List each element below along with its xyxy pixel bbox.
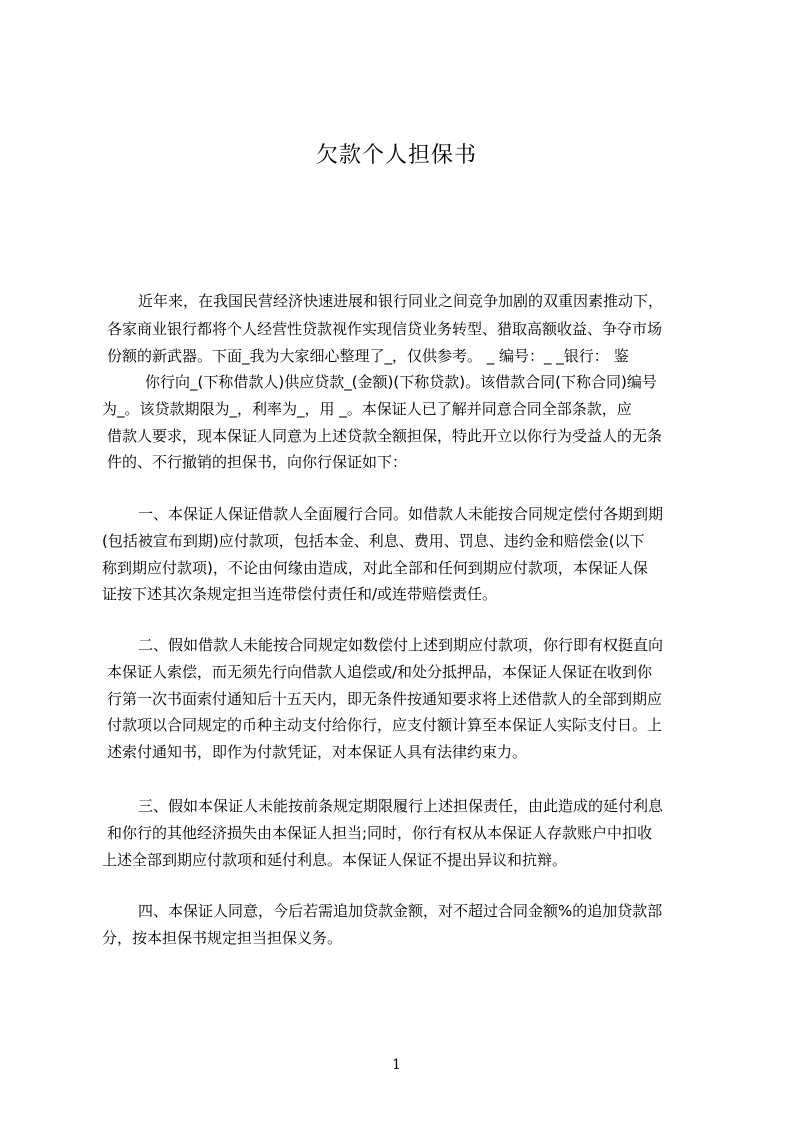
intro-line-7: 件的、不行撤销的担保书，向你行保证如下：: [107, 453, 408, 471]
clause2-line-3: 行第一次书面索付通知后十五天内，即无条件按通知要求将上述借款人的全部到期应: [107, 690, 663, 708]
clause3-line-1: 三、假如本保证人未能按前条规定期限履行上述担保责任，由此造成的延付利息: [138, 797, 664, 815]
clause4-line-2: 分，按本担保书规定担当担保义务。: [102, 929, 343, 947]
intro-line-5: 为_。该贷款期限为_，利率为_，用 _。本保证人已了解并同意合同全部条款，应: [102, 400, 632, 418]
clause4-line-1: 四、本保证人同意，今后若需追加贷款金额，对不超过合同金额%的追加贷款部: [138, 902, 663, 920]
intro-line-3: 份额的新武器。下面_我为大家细心整理了_，仅供参考。 _ 编号：_ _银行： 鉴: [107, 347, 629, 365]
clause1-line-3: 称到期应付款项)，不论由何缘由造成，对此全部和任何到期应付款项，本保证人保: [102, 559, 648, 577]
clause2-line-2: 本保证人索偿，而无须先行向借款人追偿或/和处分抵押品，本保证人保证在收到你: [107, 663, 653, 681]
clause3-line-3: 上述全部到期应付款项和延付利息。本保证人保证不提出异议和抗辩。: [102, 851, 568, 869]
document-title: 欠款个人担保书: [315, 143, 477, 168]
intro-line-6: 借款人要求，现本保证人同意为上述贷款全额担保，特此开立以你行为受益人的无条: [107, 427, 663, 445]
clause1-line-2: (包括被宣布到期)应付款项，包括本金、利息、费用、罚息、违约金和赔偿金(以下: [102, 532, 645, 550]
clause1-line-1: 一、本保证人保证借款人全面履行合同。如借款人未能按合同规定偿付各期到期: [138, 505, 664, 523]
clause2-line-5: 述索付通知书，即作为付款凭证，对本保证人具有法律约束力。: [107, 743, 528, 761]
clause2-line-1: 二、假如借款人未能按合同规定如数偿付上述到期应付款项，你行即有权挺直向: [138, 636, 664, 654]
intro-line-1: 近年来，在我国民营经济快速进展和银行同业之间竞争加剧的双重因素推动下，: [138, 292, 664, 310]
intro-line-2: 各家商业银行都将个人经营性贷款视作实现信贷业务转型、猎取高额收益、争夺市场: [107, 320, 663, 338]
clause1-line-4: 证按下述其次条规定担当连带偿付责任和/或连带赔偿责任。: [102, 585, 498, 603]
clause2-line-4: 付款项以合同规定的币种主动支付给你行，应支付额计算至本保证人实际支付日。上: [107, 716, 663, 734]
page-number: 1: [392, 1057, 401, 1073]
intro-line-4: 你行向_(下称借款人)供应贷款_(金额)(下称贷款)。该借款合同(下称合同)编号: [145, 373, 657, 391]
clause3-line-2: 和你行的其他经济损失由本保证人担当;同时，你行有权从本保证人存款账户中扣收: [107, 824, 653, 842]
